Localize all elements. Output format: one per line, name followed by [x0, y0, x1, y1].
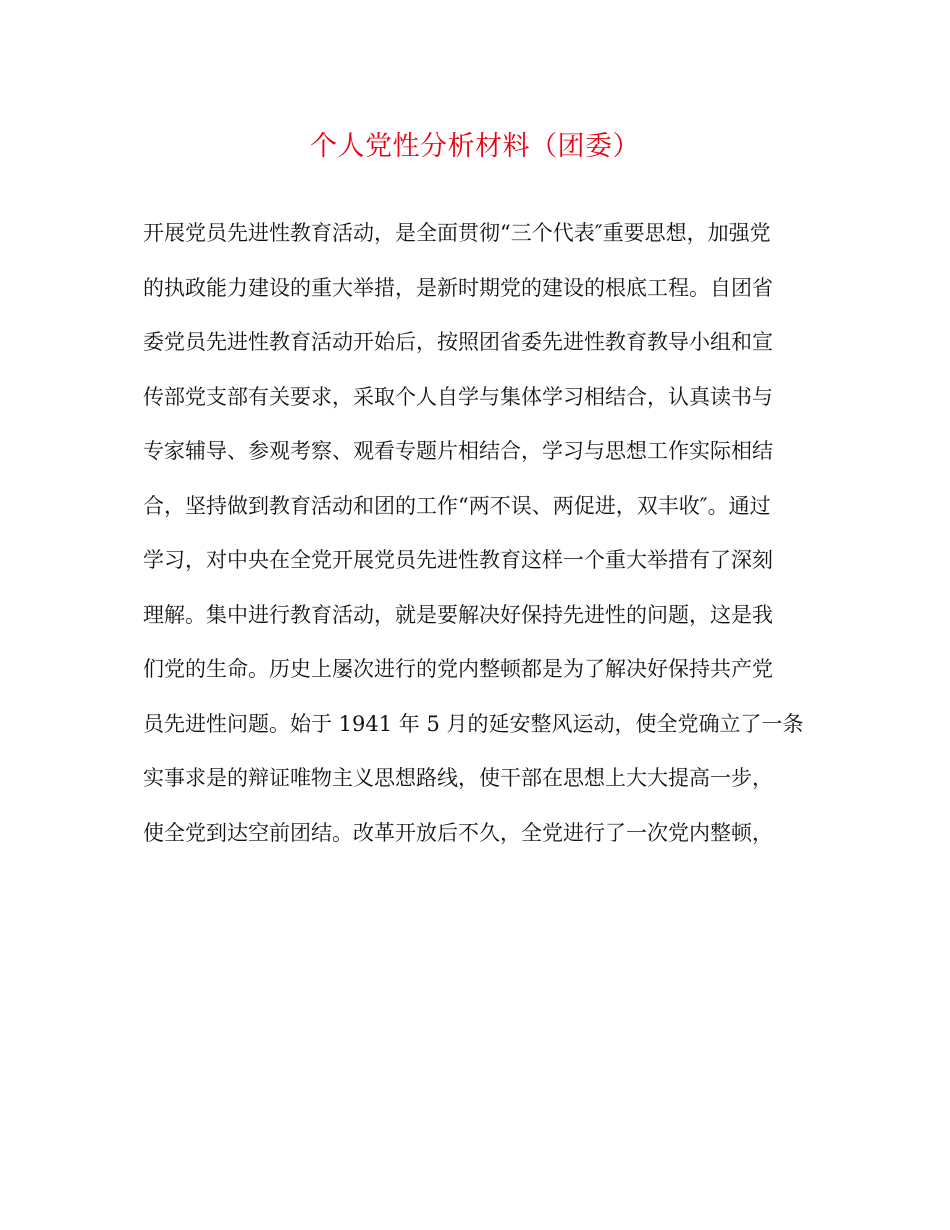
body-line: 的执政能力建设的重大举措，是新时期党的建设的根底工程。自团省 — [143, 275, 773, 300]
document-title: 个人党性分析材料（团委） — [310, 131, 640, 162]
body-line: 委党员先进性教育活动开始后，按照团省委先进性教育教导小组和宣 — [143, 330, 773, 354]
body-line: 开展党员先进性教育活动，是全面贯彻“三个代表″重要思想，加强党 — [143, 221, 771, 245]
body-line: 合，坚持做到教育活动和团的工作“两不误、两促进，双丰收″。通过 — [143, 493, 771, 518]
body-line: 理解。集中进行教育活动，就是要解决好保持先进性的问题，这是我 — [143, 602, 773, 627]
body-line: 们党的生命。历史上屡次进行的党内整顿都是为了解决好保持共产党 — [143, 657, 773, 681]
body-line: 学习，对中央在全党开展党员先进性教育这样一个重大举措有了深刻 — [143, 548, 773, 572]
body-line: 使全党到达空前团结。改革开放后不久，全党进行了一次党内整顿， — [143, 820, 773, 845]
body-line: 实事求是的辩证唯物主义思想路线，使干部在思想上大大提高一步， — [143, 766, 773, 790]
body-line: 传部党支部有关要求，采取个人自学与集体学习相结合，认真读书与 — [143, 384, 773, 409]
body-line: 员先进性问题。始于 1941 年 5 月的延安整风运动，使全党确立了一条 — [143, 711, 804, 736]
document-body — [143, 214, 823, 868]
body-line: 专家辅导、参观考察、观看专题片相结合，学习与思想工作实际相结 — [143, 439, 773, 463]
